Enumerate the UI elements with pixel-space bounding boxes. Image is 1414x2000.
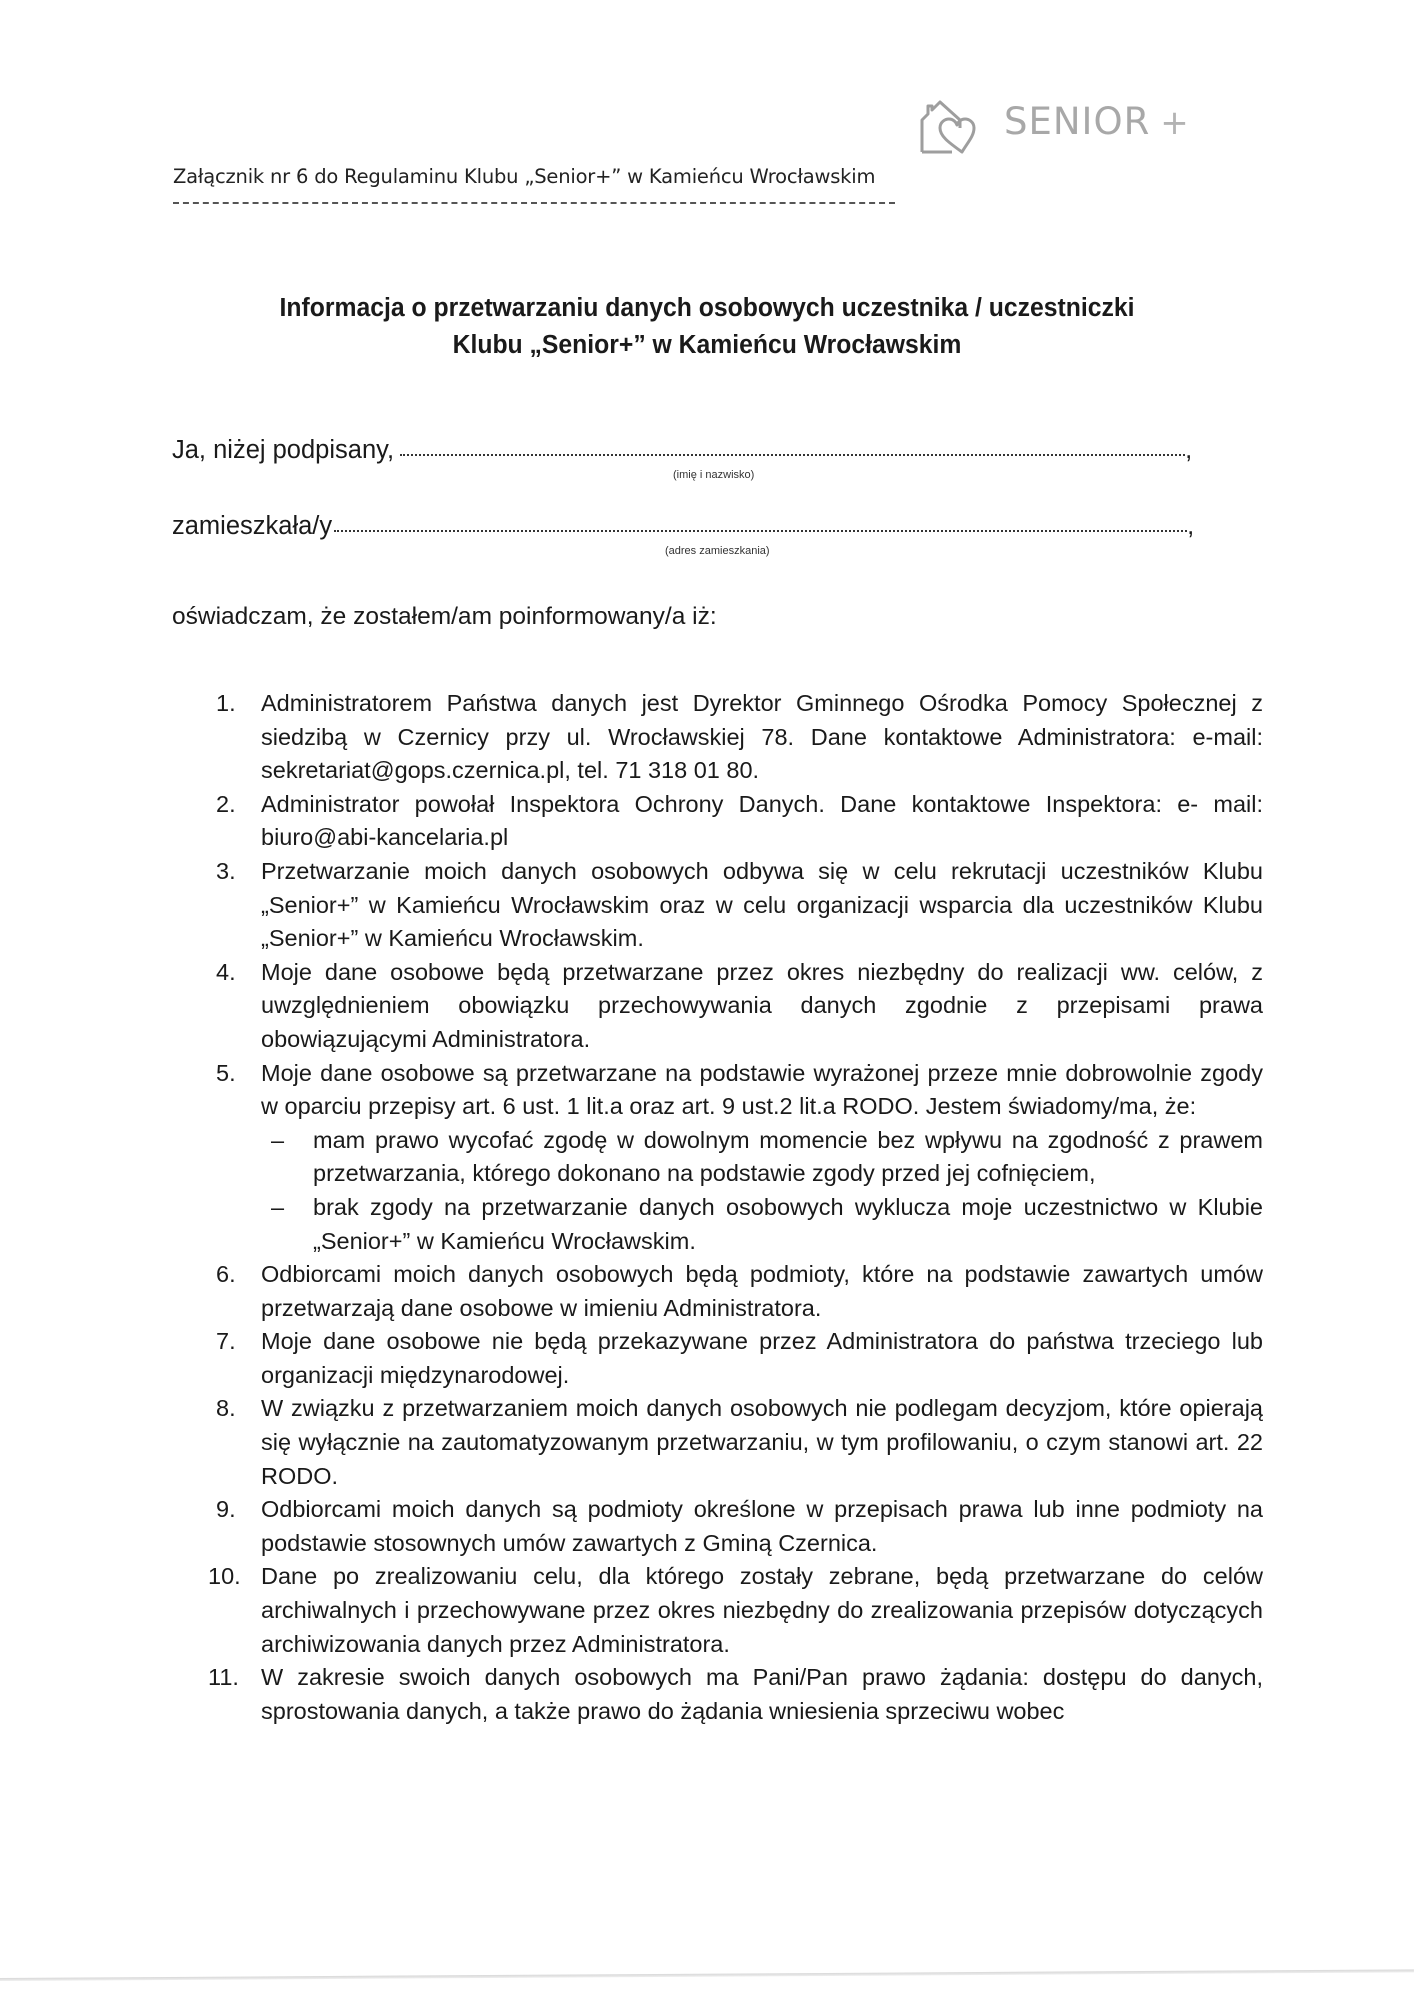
address-label: zamieszkała/y: [172, 512, 333, 540]
list-item-text: Przetwarzanie moich danych osobowych odbywa się w celu rekrutacji uczestników Klubu „Senior+” w Kamieńcu Wrocławskim oraz w celu organizacji wsparcia dla uczestników Klubu „Senior+” w Kamieńcu Wrocławskim.: [261, 857, 1263, 952]
title-line-1: Informacja o przetwarzaniu danych osobowych uczestnika / uczestniczki: [279, 294, 1135, 322]
list-item-number: 5.: [216, 1059, 236, 1086]
sub-list-item: [261, 1191, 1263, 1258]
sub-list-item: [261, 1124, 1263, 1191]
page-bottom-edge: [0, 1969, 1414, 1981]
name-fill-line[interactable]: [400, 454, 1185, 456]
dashed-divider: [173, 202, 895, 204]
list-item: [208, 1493, 1263, 1560]
list-item-text: Dane po zrealizowaniu celu, dla którego zostały zebrane, będą przetwarzane do celów archiwalnych i przechowywane przez okres niezbędny do zrealizowania przepisów dotyczących archiwizowania danych przez Administratora.: [261, 1563, 1263, 1657]
house-heart-icon: [918, 94, 998, 156]
list-item-text: Administratorem Państwa danych jest Dyrektor Gminnego Ośrodka Pomocy Społecznej z siedzibą w Czernicy przy ul. Wrocławskiej 78. Dane kontaktowe Administratora: e-mail: sekretariat@gops.czernica.pl, tel. 71 318 01 80.: [261, 690, 1263, 784]
document-title: [21, 290, 1393, 364]
list-item-text: Moje dane osobowe będą przetwarzane przez okres niezbędny do realizacji ww. celów, z uwzględnieniem obowiązku przechowywania danych zgodnie z przepisami prawa obowiązującymi Administratora.: [261, 958, 1263, 1052]
list-item: [208, 855, 1263, 956]
name-caption: (imię i nazwisko): [673, 469, 755, 481]
sub-list: [261, 1124, 1263, 1258]
logo-text: [1004, 100, 1190, 143]
sub-list-item-text: mam prawo wycofać zgodę w dowolnym momencie bez wpływu na zgodność z prawem przetwarzania, którego dokonano na podstawie zgody przed jej cofnięciem,: [313, 1126, 1263, 1187]
list-item-text: Odbiorcami moich danych osobowych będą podmioty, które na podstawie zawartych umów przetwarzają dane osobowe w imieniu Administratora.: [261, 1261, 1263, 1321]
list-item: [208, 687, 1263, 788]
list-item-number: 2.: [216, 790, 236, 817]
sub-list-item-text: brak zgody na przetwarzanie danych osobowych wyklucza moje uczestnictwo w Klubie „Senior+” w Kamieńcu Wrocławskim.: [313, 1193, 1263, 1254]
list-item-text: Moje dane osobowe są przetwarzane na podstawie wyrażonej przeze mnie dobrowolnie zgody w oparciu przepisy art. 6 ust. 1 lit.a oraz art. 9 ust.2 lit.a RODO. Jestem świadomy/ma, że:: [261, 1059, 1263, 1120]
list-item-text: W zakresie swoich danych osobowych ma Pani/Pan prawo żądania: dostępu do danych, sprostowania danych, a także prawo do żądania wniesienia sprzeciwu wobec: [261, 1664, 1263, 1724]
address-field-row: [172, 512, 1194, 541]
logo-plus: +: [1160, 103, 1190, 143]
name-field-row: [172, 436, 1192, 465]
senior-plus-logo: [918, 92, 1190, 162]
name-trailing-comma: ,: [1185, 436, 1193, 464]
logo-wordmark: SENIOR: [1004, 100, 1151, 143]
address-caption: (adres zamieszkania): [665, 545, 770, 557]
list-item: [208, 1392, 1263, 1493]
title-line-2: Klubu „Senior+” w Kamieńcu Wrocławskim: [452, 331, 962, 359]
declaration-text: oświadczam, że zostałem/am poinformowany/a iż:: [172, 603, 717, 630]
list-item: [208, 1057, 1263, 1259]
list-item-number: 10.: [208, 1563, 241, 1590]
dash-bullet-icon: –: [271, 1126, 285, 1153]
dash-bullet-icon: –: [271, 1193, 285, 1220]
list-item-text: Administrator powołał Inspektora Ochrony Danych. Dane kontaktowe Inspektora: e- mail: biuro@abi-kancelaria.pl: [261, 790, 1263, 851]
list-item-number: 3.: [216, 857, 236, 884]
name-label: Ja, niżej podpisany,: [172, 436, 395, 464]
list-item-number: 8.: [216, 1395, 236, 1422]
information-list: [208, 687, 1263, 1728]
list-item-number: 7.: [216, 1328, 236, 1355]
attachment-label: Załącznik nr 6 do Regulaminu Klubu „Senior+” w Kamieńcu Wrocławskim: [173, 165, 876, 188]
list-item-number: 11.: [208, 1664, 239, 1691]
list-item-text: Moje dane osobowe nie będą przekazywane przez Administratora do państwa trzeciego lub organizacji międzynarodowej.: [261, 1328, 1263, 1388]
list-item: [208, 1325, 1263, 1392]
list-item-number: 9.: [216, 1496, 236, 1523]
list-item-number: 4.: [216, 958, 236, 985]
list-item-text: W związku z przetwarzaniem moich danych osobowych nie podlegam decyzjom, które opierają się wyłącznie na zautomatyzowanym przetwarzaniu, w tym profilowaniu, o czym stanowi art. 22 RODO.: [261, 1395, 1263, 1489]
list-item-number: 1.: [216, 690, 236, 716]
list-item-text: Odbiorcami moich danych są podmioty określone w przepisach prawa lub inne podmioty na podstawie stosownych umów zawartych z Gminą Czernica.: [261, 1496, 1263, 1556]
list-item: [208, 956, 1263, 1057]
list-item-number: 6.: [216, 1261, 236, 1288]
address-fill-line[interactable]: [334, 530, 1187, 532]
list-item: [208, 1258, 1263, 1325]
list-item: [208, 1560, 1263, 1661]
address-trailing-comma: ,: [1187, 512, 1195, 540]
list-item: [208, 788, 1263, 855]
list-item: [208, 1661, 1263, 1728]
